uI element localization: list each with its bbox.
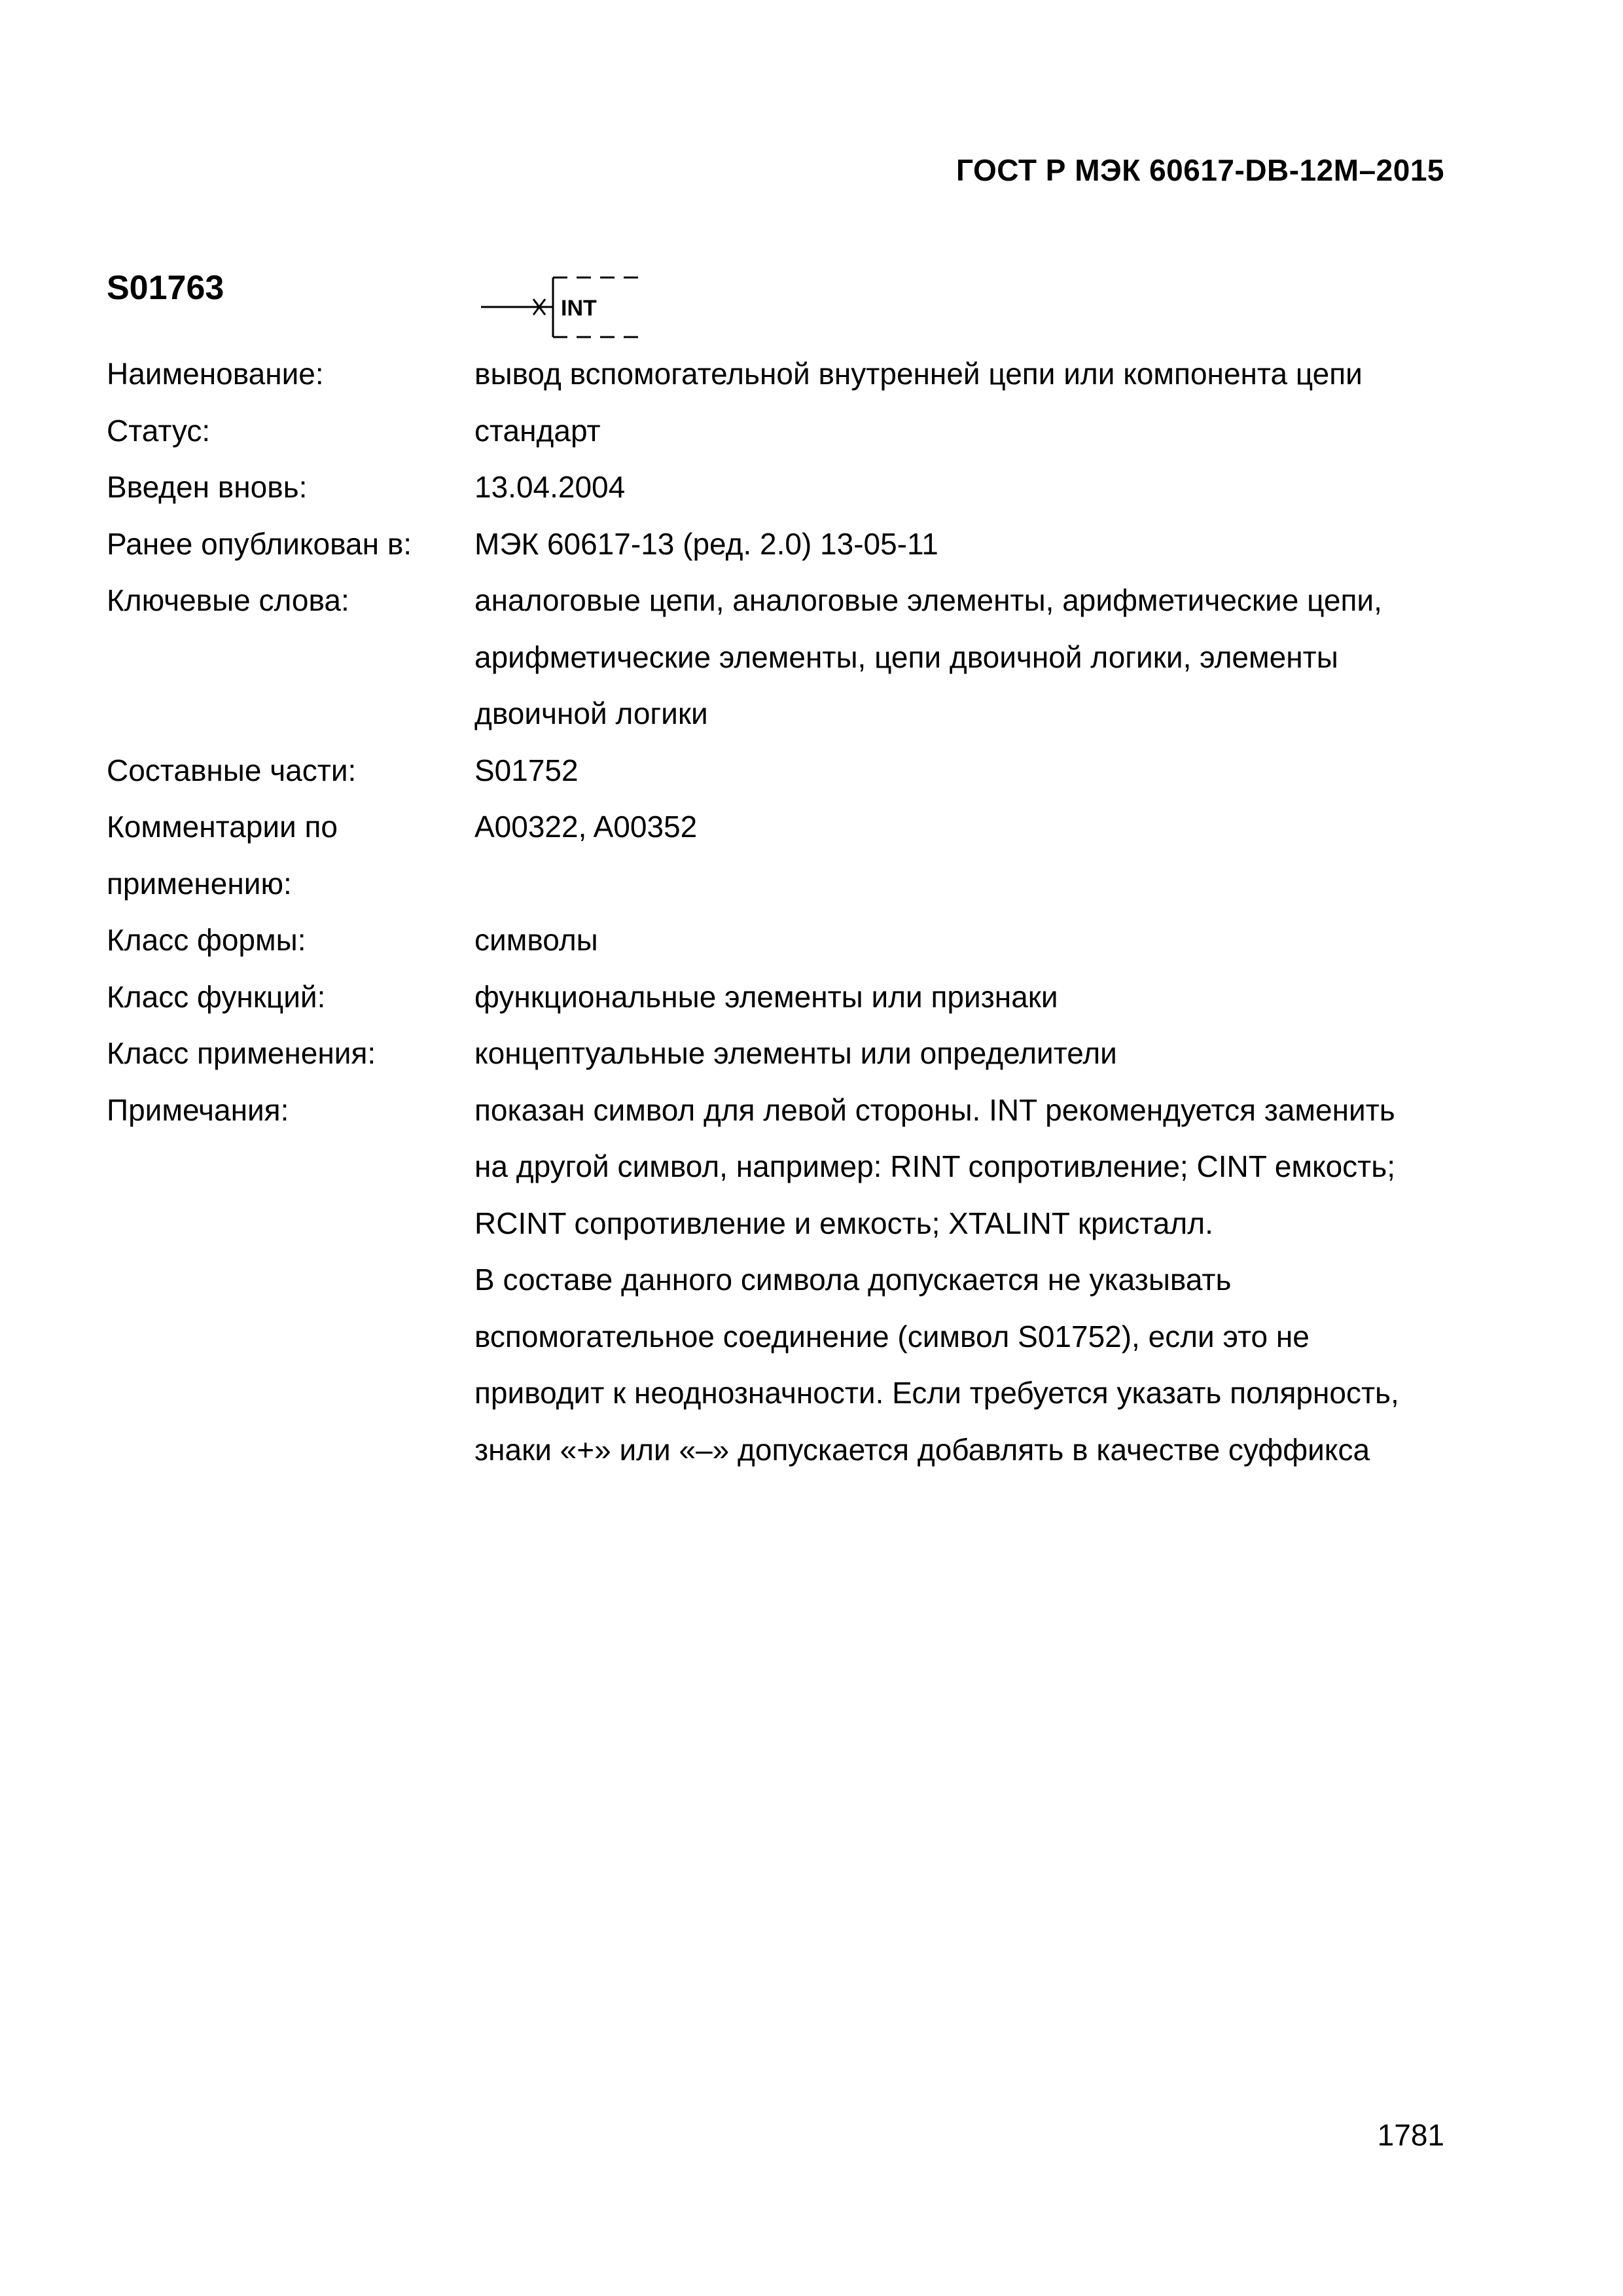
entry-fields: [107, 346, 1468, 1478]
field-row-form-class: [107, 912, 1468, 969]
field-value: символы: [474, 923, 598, 957]
field-row-components: [107, 742, 1468, 799]
field-value: S01752: [474, 753, 579, 787]
field-label: Комментарии по применению:: [107, 810, 338, 901]
field-row-name: [107, 346, 1468, 403]
field-row-application-comments: [107, 798, 1468, 912]
field-label: Введен вновь:: [107, 470, 308, 504]
field-label: Статус:: [107, 413, 211, 448]
field-row-published: [107, 516, 1468, 573]
field-label: Класс формы:: [107, 923, 306, 957]
auxiliary-output-int-symbol-icon: [481, 270, 651, 345]
field-row-application-class: [107, 1025, 1468, 1082]
field-value: концептуальные элементы или определители: [474, 1036, 1117, 1070]
field-label: Класс применения:: [107, 1036, 376, 1070]
field-row-function-class: [107, 969, 1468, 1026]
field-value-notes: [474, 1082, 1436, 1479]
page-number: 1781: [1377, 2118, 1444, 2152]
document-header: ГОСТ Р МЭК 60617-DB-12M–2015: [956, 153, 1444, 187]
field-value: 13.04.2004: [474, 470, 626, 504]
field-label: Примечания:: [107, 1092, 289, 1127]
field-value: МЭК 60617-13 (ред. 2.0) 13-05-11: [474, 526, 938, 561]
notes-paragraph: В составе данного символа допускается не указывать вспомогательное соединение (символ S01752), если это не приводит к неоднозначности. Если требуется указать полярность, знаки «+» или «–» допускается добавлять в качестве суффикса: [474, 1263, 1399, 1467]
field-row-introduced: [107, 459, 1468, 516]
notes-paragraph: показан символ для левой стороны. INT рекомендуется заменить на другой символ, например: RINT сопротивление; CINT емкость; RCINT сопротивление и емкость; XTALINT кристалл.: [474, 1092, 1395, 1240]
symbol-int-label: INT: [561, 296, 597, 321]
field-value: стандарт: [474, 413, 601, 448]
field-value: функциональные элементы или признаки: [474, 979, 1058, 1014]
field-row-notes: [107, 1082, 1468, 1479]
symbol-code: S01763: [107, 269, 224, 307]
field-row-status: [107, 403, 1468, 459]
field-value: вывод вспомогательной внутренней цепи или компонента цепи: [474, 357, 1363, 391]
field-value: A00322, A00352: [474, 810, 698, 844]
field-value: аналоговые цепи, аналоговые элементы, арифметические цепи, арифметические элементы, цепи двоичной логики, элементы двоичной логики: [474, 583, 1382, 730]
field-label: Наименование:: [107, 357, 324, 391]
field-label: Составные части:: [107, 753, 357, 787]
field-label: Ранее опубликован в:: [107, 526, 412, 561]
field-label: Класс функций:: [107, 979, 326, 1014]
field-label: Ключевые слова:: [107, 583, 349, 617]
field-row-keywords: [107, 572, 1468, 742]
